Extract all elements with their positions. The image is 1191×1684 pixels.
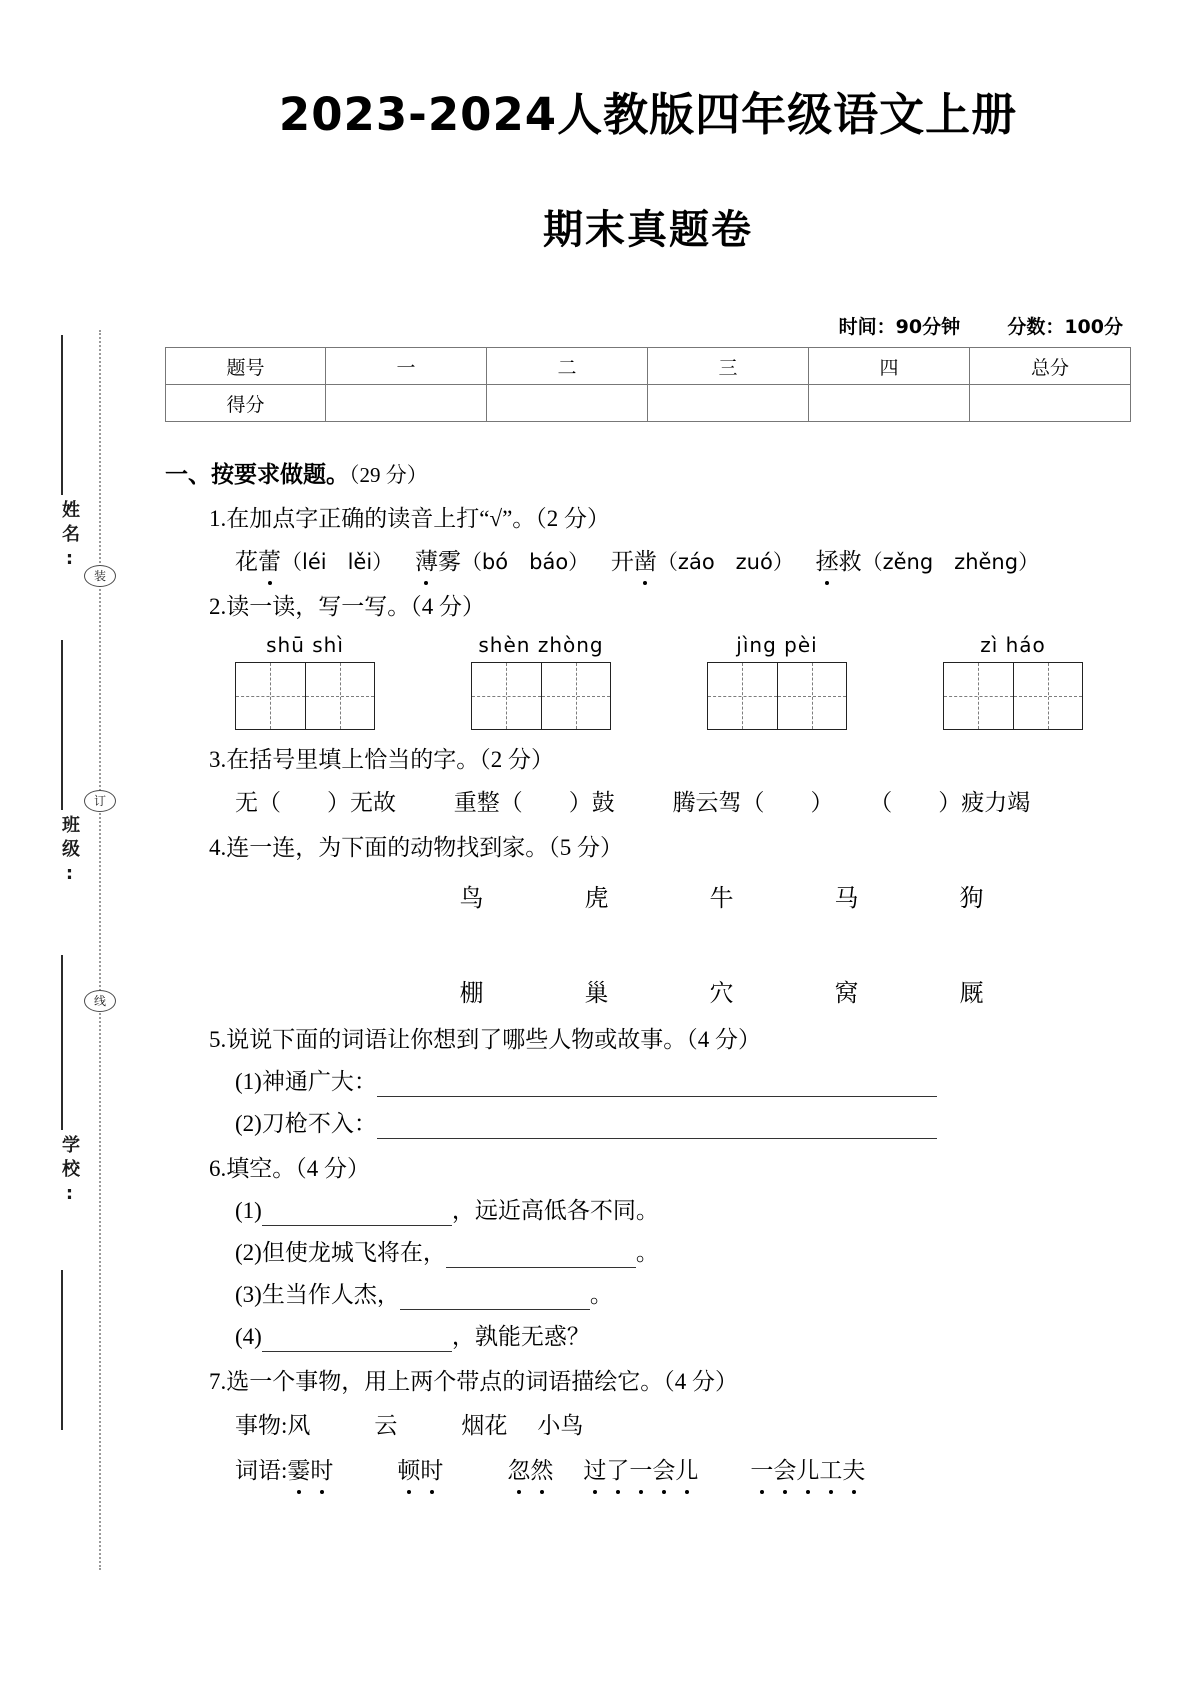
answer-blank[interactable] (400, 1288, 590, 1310)
question-1-items (235, 546, 1131, 577)
q3-item[interactable]: 重整（ ）鼓 (453, 790, 615, 816)
sidebar-tick-1 (61, 335, 63, 495)
score-input-q2[interactable] (487, 385, 648, 422)
q1-dotted-char: 薄 (415, 546, 438, 577)
q1-dotted-char: 拯 (816, 546, 839, 577)
q1-item[interactable] (611, 549, 794, 574)
dotted-char: 时 (420, 1455, 443, 1486)
dotted-char: 忽 (507, 1455, 530, 1486)
score-input-total[interactable] (970, 385, 1131, 422)
question-3-text: 在括号里填上恰当的字。（2 分） (226, 747, 554, 773)
binding-dotted-line (99, 330, 101, 1570)
question-6-item-2 (235, 1237, 1131, 1268)
dotted-char: 霎 (287, 1455, 310, 1486)
section-one-heading (165, 456, 1131, 489)
question-1-number: 1. (209, 506, 227, 531)
dotted-char: 儿 (796, 1455, 819, 1486)
question-2-text: 读一读，写一写。（4 分） (226, 594, 485, 620)
q1-char: 救 (838, 549, 862, 575)
q5-item-label: (1)神通广大： (235, 1069, 377, 1095)
q1-item[interactable] (235, 549, 393, 574)
dotted-char: 一 (629, 1455, 652, 1486)
question-5-item-2 (235, 1108, 1131, 1139)
q3-item[interactable]: （ ）疲力竭 (869, 790, 1031, 816)
word-option[interactable] (397, 1458, 443, 1483)
page-title: 2023-2024人教版四年级语文上册 (278, 88, 1018, 141)
dotted-char: 了 (606, 1455, 629, 1486)
question-3-number: 3. (209, 747, 227, 773)
question-3-prompt (209, 744, 1131, 775)
sidebar-tick-4 (61, 1270, 63, 1430)
question-5-item-1 (235, 1066, 1131, 1097)
question-6-item-3 (235, 1279, 1131, 1310)
q6-item-after: 。 (635, 1240, 659, 1266)
page-subtitle: 期末真题卷 (543, 207, 753, 253)
writing-grid-group (707, 632, 847, 730)
tianzige-box[interactable] (471, 662, 611, 730)
question-2-grid-row (235, 632, 1131, 730)
q1-options[interactable]: （léi lěi） (281, 550, 394, 575)
score-input-q4[interactable] (809, 385, 970, 422)
q3-item[interactable]: 腾云驾（ ） (672, 790, 834, 816)
score-table (165, 347, 1131, 422)
question-2-prompt (209, 591, 1131, 622)
answer-blank[interactable] (262, 1330, 452, 1352)
grid-cell[interactable] (472, 663, 542, 729)
thing-option[interactable]: 小鸟 (537, 1413, 584, 1439)
grid-pinyin: zì háo (980, 633, 1046, 658)
question-1 (209, 503, 1131, 577)
question-5-number: 5. (209, 1027, 227, 1053)
table-row-scores (166, 385, 1131, 422)
binding-mark-ding: 订 (84, 790, 116, 812)
question-4 (209, 832, 1131, 1010)
match-item-animal[interactable]: 牛 (709, 886, 734, 913)
student-name-label: 姓名: (59, 500, 80, 575)
score-input-q3[interactable] (648, 385, 809, 422)
match-item-home[interactable]: 厩 (959, 980, 984, 1007)
dotted-char: 一 (750, 1455, 773, 1486)
question-6-prompt (209, 1153, 1131, 1184)
q6-item-after: 。 (589, 1282, 613, 1308)
q5-item-label: (2)刀枪不入： (235, 1111, 377, 1137)
sidebar-tick-2 (61, 640, 63, 810)
q6-item-label: (4) (235, 1324, 262, 1350)
match-item-home[interactable]: 巢 (584, 980, 609, 1007)
q1-char: 雾 (437, 549, 461, 575)
writing-grid-group (235, 632, 375, 730)
match-item-animal[interactable]: 马 (834, 886, 859, 913)
grid-cell[interactable] (236, 663, 306, 729)
score-cell-q2: 二 (487, 348, 648, 385)
question-1-text: 在加点字正确的读音上打“√”。（2 分） (226, 506, 611, 531)
sidebar-tick-3 (61, 955, 63, 1130)
dotted-char: 顿 (397, 1455, 420, 1486)
score-cell-q4: 四 (809, 348, 970, 385)
dotted-char: 儿 (675, 1455, 698, 1486)
q1-item[interactable] (816, 549, 1039, 574)
grid-cell[interactable] (944, 663, 1014, 729)
word-option[interactable] (287, 1458, 333, 1483)
q1-options[interactable]: （zěng zhěng） (861, 550, 1040, 575)
section-one-title: 一、按要求做题。 (165, 462, 349, 488)
grid-cell[interactable] (1014, 663, 1083, 729)
writing-grid-group (471, 632, 611, 730)
score-cell-total: 总分 (970, 348, 1131, 385)
grid-cell[interactable] (306, 663, 375, 729)
answer-blank[interactable] (446, 1246, 636, 1268)
q6-item-label: (1) (235, 1198, 262, 1224)
question-6-item-1 (235, 1195, 1131, 1226)
score-table-row-label-2: 得分 (166, 385, 326, 422)
match-item-animal[interactable]: 狗 (959, 886, 984, 913)
dotted-char: 时 (310, 1455, 333, 1486)
dotted-char: 过 (583, 1455, 606, 1486)
q1-dotted-char: 凿 (634, 546, 657, 577)
question-2 (209, 591, 1131, 730)
dotted-char: 会 (652, 1455, 675, 1486)
q1-char: 花 (235, 549, 258, 575)
match-item-home[interactable]: 棚 (459, 980, 484, 1007)
time-label: 时间：90分钟 (838, 316, 961, 338)
dotted-char: 会 (773, 1455, 796, 1486)
tianzige-box[interactable] (707, 662, 847, 730)
dotted-char: 然 (530, 1455, 553, 1486)
tianzige-box[interactable] (943, 662, 1083, 730)
score-table-row-label: 题号 (166, 348, 326, 385)
exam-sheet (125, 0, 1191, 1684)
question-6-item-4 (235, 1321, 1131, 1352)
question-2-number: 2. (209, 594, 227, 620)
student-class-label: 班级: (59, 815, 80, 890)
thing-option[interactable]: 烟花 (461, 1413, 508, 1439)
q6-item-label: (2) (235, 1240, 262, 1266)
grid-cell[interactable] (708, 663, 778, 729)
question-3 (209, 744, 1131, 818)
question-4-text: 连一连，为下面的动物找到家。（5 分） (226, 835, 623, 861)
match-item-home[interactable]: 窝 (834, 980, 859, 1007)
student-school-label: 学校: (59, 1135, 80, 1210)
thing-option[interactable]: 风 (287, 1413, 311, 1439)
grid-cell[interactable] (778, 663, 847, 729)
match-item-home[interactable]: 穴 (709, 980, 734, 1007)
question-5 (209, 1024, 1131, 1139)
score-input-q1[interactable] (326, 385, 487, 422)
question-7-text: 选一个事物，用上两个带点的词语描绘它。（4 分） (226, 1369, 738, 1395)
question-6-number: 6. (209, 1156, 227, 1182)
q1-char: 开 (610, 549, 634, 575)
word-option[interactable] (583, 1458, 698, 1483)
binding-mark-xian: 线 (84, 990, 116, 1012)
q1-item[interactable] (415, 549, 589, 574)
answer-blank[interactable] (377, 1075, 937, 1097)
question-4-prompt (209, 832, 1131, 863)
dotted-char: 夫 (842, 1455, 865, 1486)
answer-blank[interactable] (377, 1117, 937, 1139)
section-one-points: （29 分） (349, 463, 428, 487)
q6-item-before: 生当作人杰， (261, 1282, 400, 1308)
q1-options[interactable]: （bó báo） (460, 550, 590, 575)
q6-item-after: ，远近高低各不同。 (451, 1198, 659, 1224)
things-label: 事物: (235, 1413, 288, 1439)
score-cell-q1: 一 (326, 348, 487, 385)
q3-item[interactable]: 无（ ）无故 (235, 790, 396, 816)
writing-grid-group (943, 632, 1083, 730)
question-3-items (235, 787, 1131, 818)
words-label: 词语: (235, 1457, 288, 1483)
dotted-char: 工 (819, 1455, 842, 1486)
exam-meta (165, 312, 1131, 339)
q6-item-before: 但使龙城飞将在， (261, 1240, 446, 1266)
question-4-homes-row (409, 978, 1131, 1010)
question-7 (209, 1366, 1131, 1485)
grid-pinyin: shèn zhòng (478, 633, 604, 658)
question-7-prompt (209, 1366, 1131, 1397)
question-1-prompt (209, 503, 1131, 534)
question-5-prompt (209, 1024, 1131, 1055)
thing-option[interactable]: 云 (374, 1413, 398, 1439)
question-7-things-row (235, 1410, 1131, 1441)
question-4-number: 4. (209, 835, 227, 861)
tianzige-box[interactable] (235, 662, 375, 730)
word-option[interactable] (750, 1458, 865, 1483)
grid-cell[interactable] (542, 663, 611, 729)
match-item-animal[interactable]: 鸟 (459, 886, 484, 913)
grid-pinyin: shū shì (266, 633, 344, 658)
question-6 (209, 1153, 1131, 1352)
binding-sidebar (0, 0, 125, 1684)
question-4-animals-row (409, 883, 1131, 915)
answer-blank[interactable] (262, 1204, 452, 1226)
match-item-animal[interactable]: 虎 (584, 886, 609, 913)
q6-item-label: (3) (235, 1282, 262, 1308)
word-option[interactable] (507, 1458, 553, 1483)
q1-dotted-char: 蕾 (258, 546, 281, 577)
question-7-words-row (235, 1455, 1131, 1486)
question-6-text: 填空。（4 分） (226, 1156, 370, 1182)
question-5-text: 说说下面的词语让你想到了哪些人物或故事。（4 分） (226, 1027, 761, 1053)
q1-options[interactable]: （záo zuó） (656, 550, 794, 575)
score-cell-q3: 三 (648, 348, 809, 385)
grid-pinyin: jìng pèi (736, 633, 818, 658)
question-7-number: 7. (209, 1369, 227, 1395)
score-label: 分数：100分 (1007, 316, 1123, 338)
q6-item-after: ，孰能无惑？ (451, 1324, 590, 1350)
table-row-header (166, 348, 1131, 385)
binding-mark-zhuang: 装 (84, 565, 116, 587)
